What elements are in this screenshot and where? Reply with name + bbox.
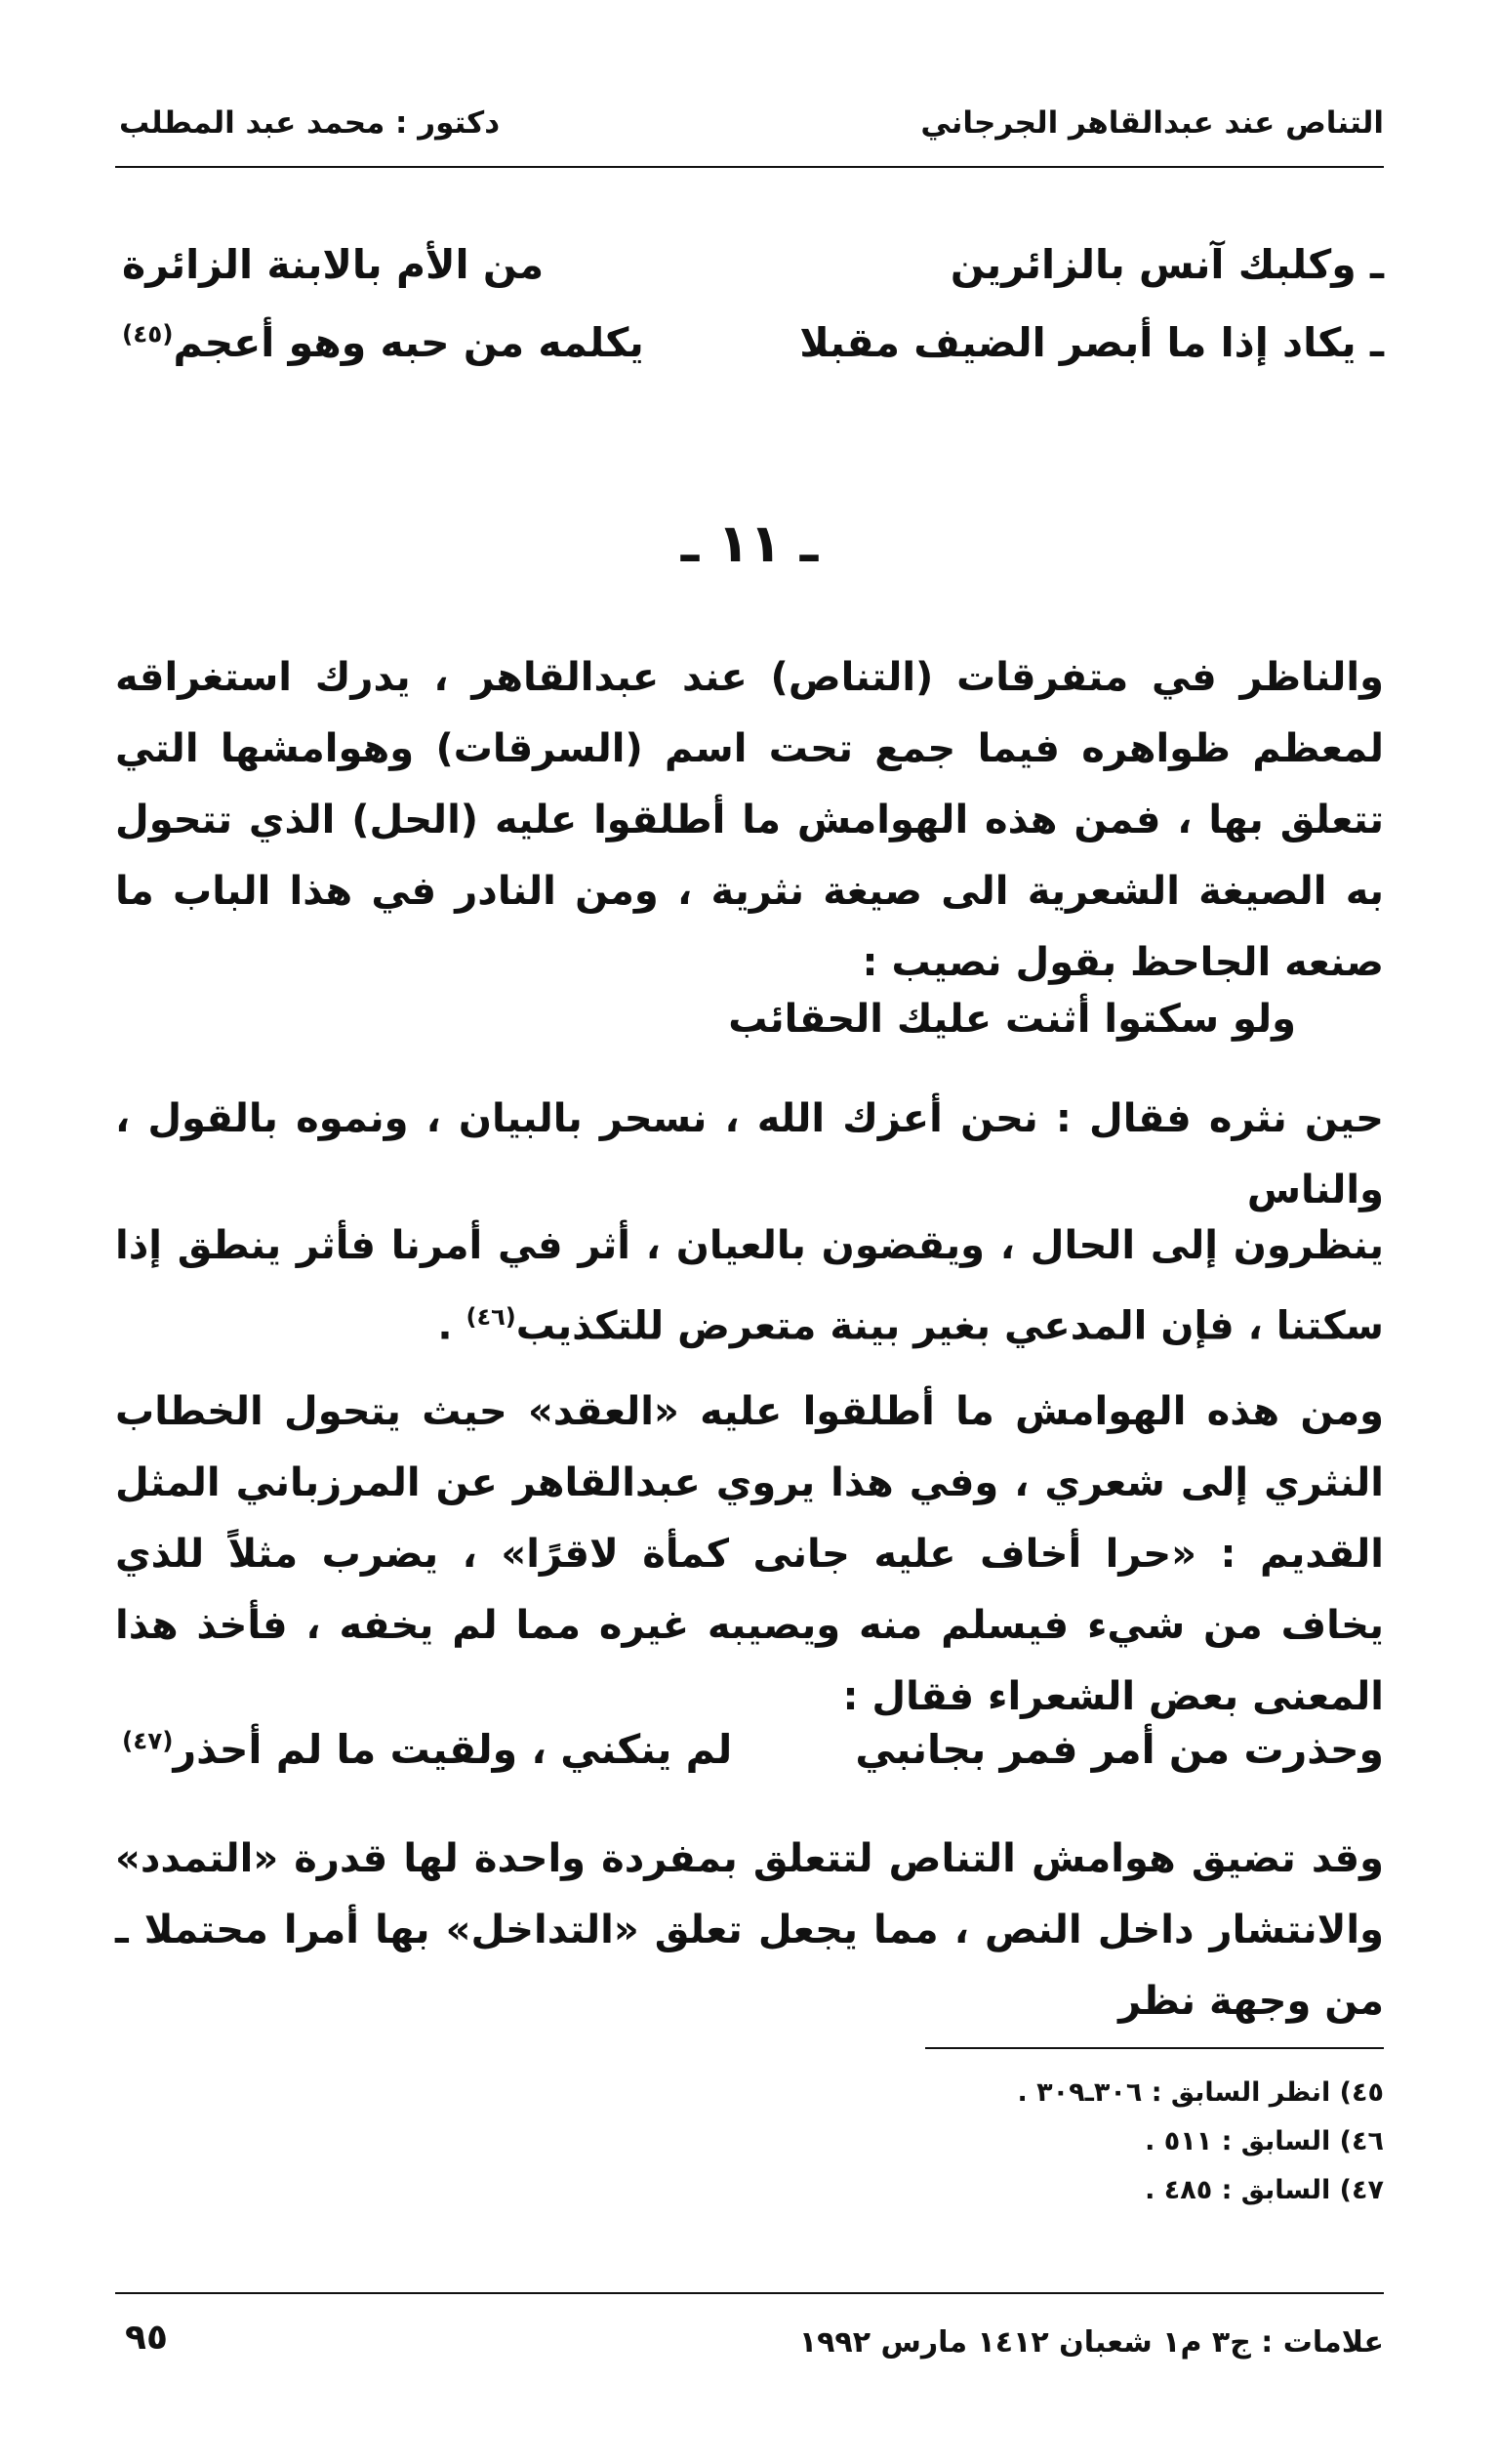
- header-rule: [115, 166, 1384, 168]
- verse-3-second-text: لم ينكني ، ولقيت ما لم أحذر: [173, 1726, 733, 1773]
- quoted-hemistich: ولو سكتوا أثنت عليك الحقائب: [728, 997, 1296, 1042]
- verse-2-second-text: يكلمه من حبه وهو أعجم: [173, 319, 644, 366]
- running-header-title: التناص عند عبدالقاهر الجرجاني: [920, 105, 1384, 141]
- paragraph-3-text: ينظرون إلى الحال ، ويقضون بالعيان ، أثر في أمرنا فأثر ينطق إذا سكتنا ، فإن المدعي بغير بينة متعرض للتكذيب: [115, 1223, 1384, 1349]
- journal-citation: علامات : ج٣ م١ شعبان ١٤١٢ مارس ١٩٩٢: [798, 2325, 1384, 2360]
- running-header-author: دكتور : محمد عبد المطلب: [119, 105, 501, 141]
- verse-1-second-hemistich: من الأم بالابنة الزائرة: [122, 241, 545, 288]
- paragraph-2: حين نثره فقال : نحن أعزك الله ، نسحر بالبيان ، ونموه بالقول ، والناس: [115, 1096, 1384, 1212]
- footnote-47: ٤٧) السابق : ٤٨٥ .: [1145, 2175, 1384, 2205]
- verse-1-first-hemistich: ـ وكلبك آنس بالزائرين: [950, 241, 1384, 288]
- footnote-ref-46: (٤٦): [466, 1303, 516, 1331]
- verse-2-second-hemistich: [122, 319, 644, 366]
- verse-2-first-hemistich: ـ يكاد إذا ما أبصر الضيف مقبلا: [799, 319, 1384, 366]
- paragraph-1: والناظر في متفرقات (التناص) عند عبدالقاهر ، يدرك استغراقه لمعظم ظواهره فيما جمع تحت اسم (السرقات) وهوامشها التي تتعلق بها ، فمن هذه الهوامش ما أطلقوا عليه (الحل) الذي تتحول به الصيغة الشعرية الى صيغة نثرية ، ومن النادر في هذا الباب ما صنعه الجاحظ بقول نصيب :: [115, 655, 1384, 985]
- paragraph-4: ومن هذه الهوامش ما أطلقوا عليه «العقد» حيث يتحول الخطاب النثري إلى شعري ، وفي هذا يروي عبدالقاهر عن المرزباني المثل القديم : «حرا أخاف عليه جانى كمأة لاقرًا» ، يضرب مثلاً للذي يخاف من شيء فيسلم منه ويصيبه غيره مما لم يخفه ، فأخذ هذا المعنى بعض الشعراء فقال :: [115, 1389, 1384, 1719]
- section-number: ـ ١١ ـ: [680, 513, 819, 574]
- paragraph-5: وقد تضيق هوامش التناص لتتعلق بمفردة واحدة لها قدرة «التمدد» والانتشار داخل النص ، مما يجعل تعلق «التداخل» بها أمرا محتملا ـ من وجهة نظر: [115, 1836, 1384, 2024]
- footnote-rule: [925, 2047, 1384, 2049]
- verse-3-first-hemistich: وحذرت من أمر فمر بجانبي: [855, 1726, 1384, 1773]
- footnote-46: ٤٦) السابق : ٥١١ .: [1145, 2126, 1384, 2156]
- page-number: ٩٥: [125, 2318, 168, 2358]
- verse-3-second-hemistich: [122, 1726, 732, 1773]
- footnote-45: ٤٥) انظر السابق : ٣٠٦ـ٣٠٩ .: [1017, 2077, 1384, 2108]
- footnote-ref-45: (٤٥): [122, 319, 174, 349]
- footer-rule: [115, 2292, 1384, 2294]
- paragraph-3: ينظرون إلى الحال ، ويقضون بالعيان ، أثر في أمرنا فأثر ينطق إذا سكتنا ، فإن المدعي بغير بينة متعرض للتكذيب$^{(٤٦)}$ .: [115, 1223, 1384, 1349]
- footnote-ref-47: (٤٧): [122, 1726, 174, 1755]
